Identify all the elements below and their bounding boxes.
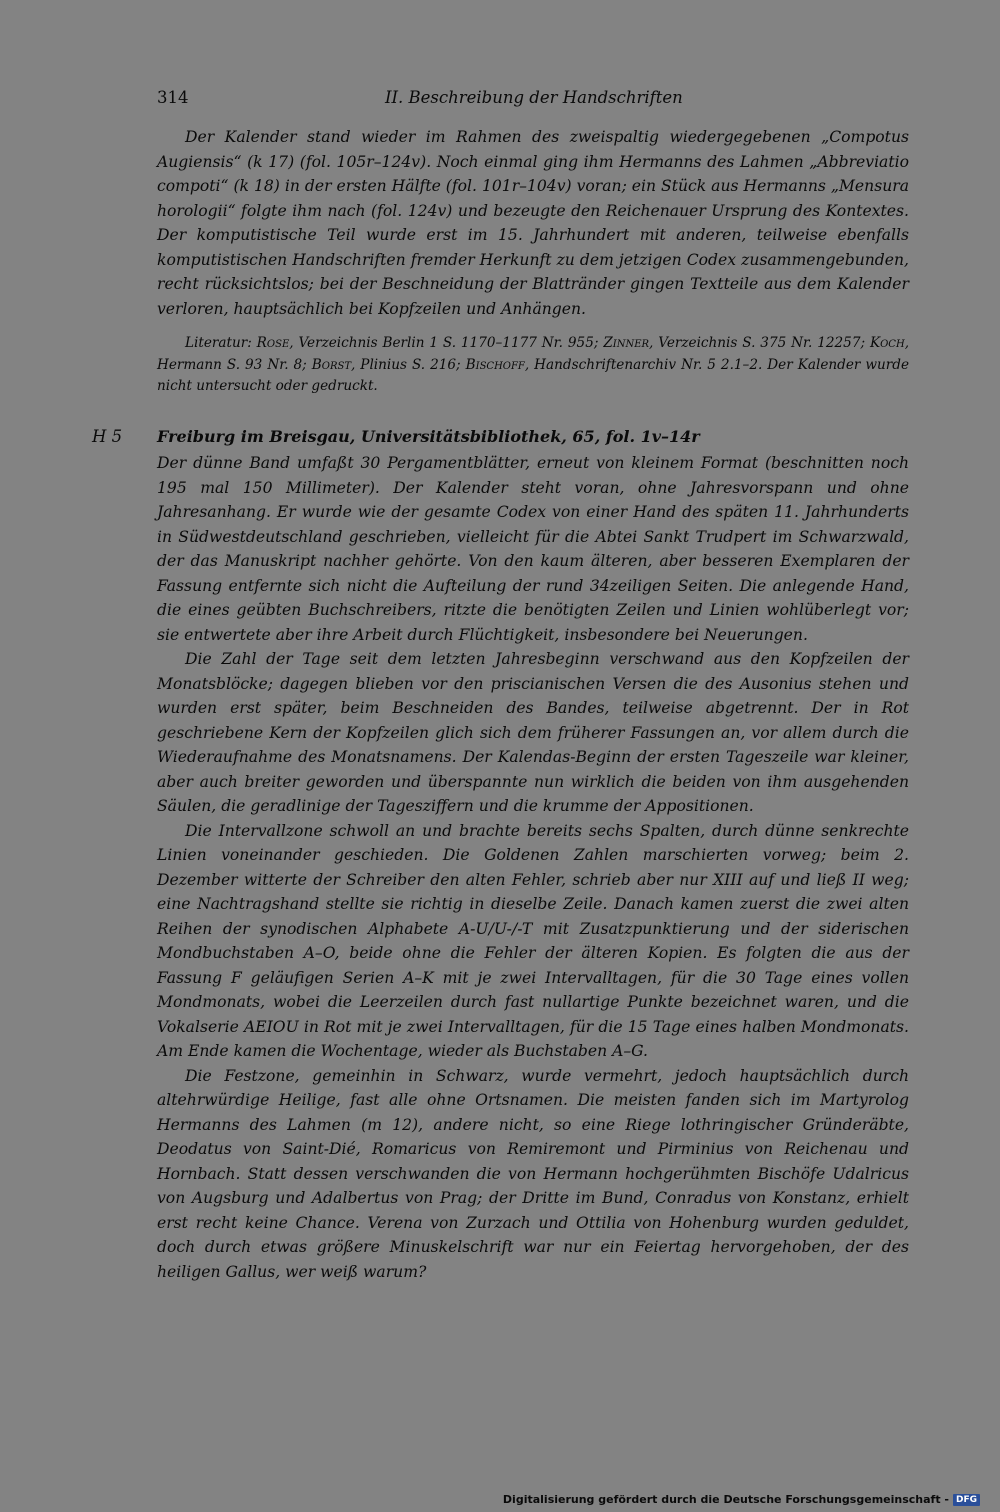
literature-part-1: , Verzeichnis Berlin 1 S. 1170–1177 Nr. 955; [289,335,604,351]
literature-part-4: , Plinius S. 216; [351,356,466,373]
literature-label: Literatur: [185,335,252,351]
entry-paragraph-3: Die Intervallzone schwoll an und brachte bereits sechs Spalten, durch dünne senkrechte Linien voneinander geschieden. Die Goldenen Zahlen marschierten vorweg; beim 2. Dezember witterte der Schreiber den alten Fehler, schrieb aber nur XIII auf und ließ II weg; eine Nachtragshand stellte sie richtig in dieselbe Zeile. Danach kamen zuerst die zwei alten Reihen der synodischen Alphabete A-U/U-/-T mit Zusatzpunktierung und der siderischen Mondbuchstaben A–O, beide ohne die Fehler der älteren Kopien. Es folgten die aus der Fassung F geläufigen Serien A–K mit je zwei Intervalltagen, für die 30 Tage eines vollen Mondmonats, wobei die Leerzeilen durch fast nullartige Punkte bezeichnet waren, und die Vokalserie AEIOU in Rot mit je zwei Intervalltagen, für die 15 Tage eines halben Mondmonats. Am Ende kamen die Wochentage, wieder als Buchstaben A–G. [157,821,909,1060]
running-head: II. Beschreibung der Handschriften [385,88,683,107]
author-rose: Rose [256,335,290,351]
literature-paragraph [157,333,909,398]
literature-part-5: , Handschriftenarchiv Nr. 5 2.1–2. Der Kalender wurde nicht untersucht oder gedruckt. [157,356,909,394]
entry-paragraph-2: Die Zahl der Tage seit dem letzten Jahresbeginn verschwand aus den Kopfzeilen der Monatsblöcke; dagegen blieben vor den priscianischen Versen die des Ausonius stehen und wurden erst später, beim Beschneiden des Bandes, teilweise abgetrennt. Der in Rot geschriebene Kern der Kopfzeilen glich sich dem früherer Fassungen an, vor allem durch die Wiederaufnahme des Monatsnamens. Der Kalendas-Beginn der ersten Tageszeile war kleiner, aber auch breiter geworden und überspannte nun wirklich die beiden von ihm ausgehenden Säulen, die geradlinige der Tagesziffern und die krumme der Appositionen. [157,650,909,815]
dfg-logo-icon: DFG [953,1494,980,1506]
footer-credit [503,1493,980,1506]
literature-part-3: , Hermann S. 93 Nr. 8; [157,335,910,373]
literature-part-2: , Verzeichnis S. 375 Nr. 12257; [649,335,870,351]
author-zinner: Zinner [603,335,650,351]
entry-paragraph-1: Der dünne Band umfaßt 30 Pergamentblätter, erneut von kleinem Format (beschnitten noch 195 mal 150 Millimeter). Der Kalender steht voran, ohne Jahresvorspann und ohne Jahresanhang. Er wurde wie der gesamte Codex von einer Hand des späten 11. Jahrhunderts in Südwestdeutschland geschrieben, vielleicht für die Abtei Sankt Trudpert im Schwarzwald, der das Manuskript nachher gehörte. Von den kaum älteren, aber besseren Exemplaren der Fassung entfernte sich nicht die Aufteilung der rund 34zeiligen Seiten. Die anlegende Hand, die eines geübten Buchschreibers, ritzte die benötigten Zeilen und Linien wohlüberlegt vor; sie entwertete aber ihre Arbeit durch Flüchtigkeit, insbesondere bei Neuerungen. [157,454,909,644]
literature-note [157,333,909,398]
intro-section [157,125,909,321]
author-bischoff: Bischoff [465,356,525,373]
intro-paragraph: Der Kalender stand wieder im Rahmen des zweispaltig wiedergegebenen „Compotus Augiensis“ (k 17) (fol. 105r–124v). Noch einmal ging ihm Hermanns des Lahmen „Abbreviatio compoti“ (k 18) in der ersten Hälfte (fol. 101r–104v) voran; ein Stück aus Hermanns „Mensura horologii“ folgte ihm nach (fol. 124v) und bezeugte den Reichenauer Ursprung des Kontextes. Der komputistische Teil wurde erst im 15. Jahrhundert mit anderen, teilweise ebenfalls komputistischen Handschriften fremder Herkunft zu dem jetzigen Codex zusammengebunden, recht rücksichtslos; bei der Beschneidung der Blattränder gingen Textteile aus dem Kalender verloren, hauptsächlich bei Kopfzeilen und Anhängen. [157,128,909,318]
author-koch: Koch [869,335,905,351]
entry-body [157,451,909,1284]
author-borst: Borst [311,356,351,373]
page-header [157,88,909,114]
footer-text: Digitalisierung gefördert durch die Deutsche Forschungsgemeinschaft - [502,1493,949,1506]
entry-title: Freiburg im Breisgau, Universitätsbibliothek, 65, fol. 1v–14r [157,427,700,446]
entry-paragraph-4: Die Festzone, gemeinhin in Schwarz, wurde vermehrt, jedoch hauptsächlich durch altehrwürdige Heilige, fast alle ohne Ortsnamen. Die meisten fanden sich im Martyrolog Hermanns des Lahmen (m 12), andere nicht, so eine Riege lothringischer Gründeräbte, Deodatus von Saint-Dié, Romaricus von Remiremont und Pirminius von Reichenau und Hornbach. Statt dessen verschwanden die von Hermann hochgerühmten Bischöfe Udalricus von Augsburg und Adalbertus von Prag; der Dritte im Bund, Conradus von Konstanz, erhielt erst recht keine Chance. Verena von Zurzach und Ottilia von Hohenburg wurden geduldet, doch durch etwas größere Minuskelschrift war nur ein Feiertag hervorgehoben, der des heiligen Gallus, wer weiß warum? [157,1066,909,1281]
page-number: 314 [157,88,189,107]
entry-siglum: H 5 [92,427,123,446]
